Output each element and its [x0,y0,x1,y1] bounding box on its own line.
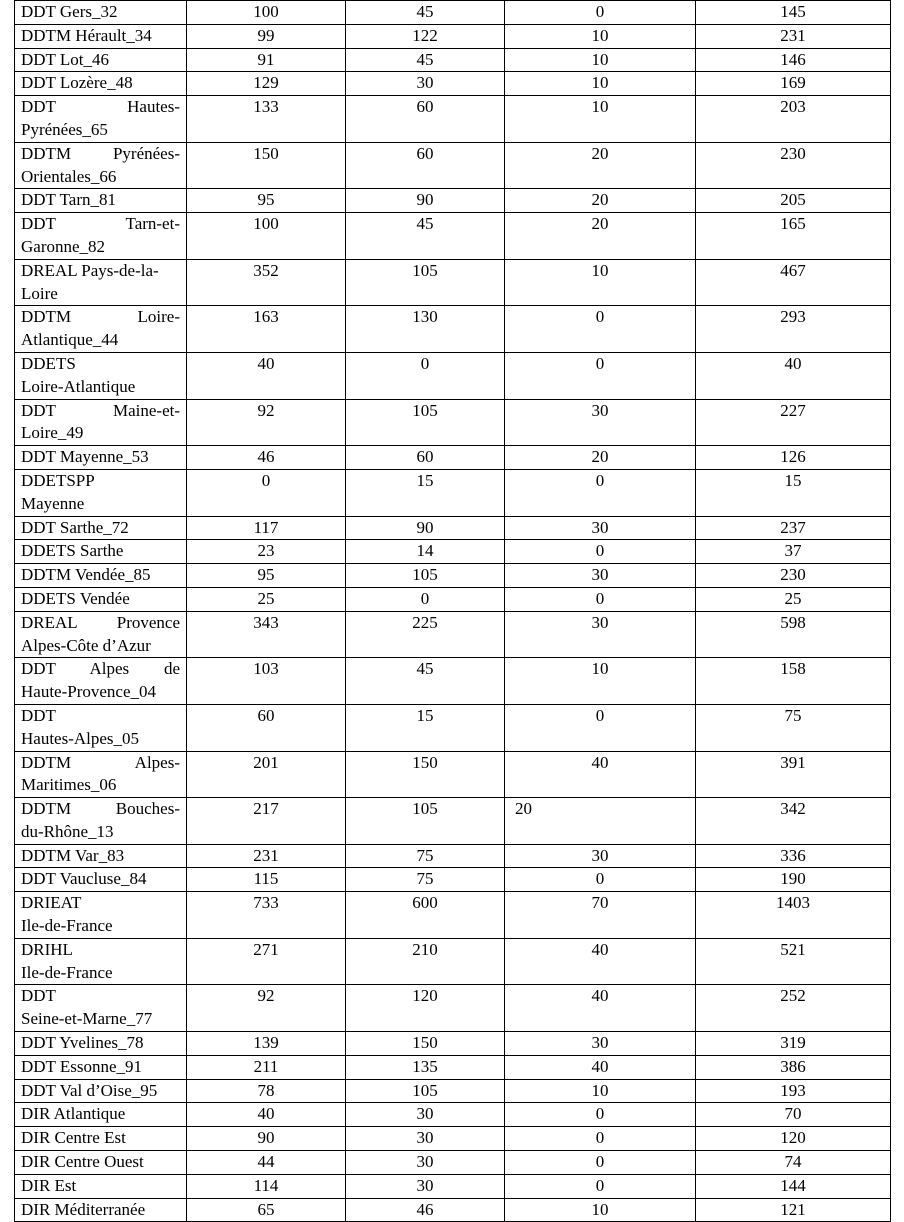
value-1-cell: 46 [187,446,346,470]
value-2-cell: 75 [346,844,505,868]
value-3-cell: 20 [505,798,696,845]
table-row [15,1151,891,1175]
table-row [15,1103,891,1127]
service-name-cell [15,48,187,72]
total-cell: 40 [696,352,891,399]
value-3-cell: 0 [505,352,696,399]
total-cell: 386 [696,1055,891,1079]
service-name-cell [15,868,187,892]
value-3-cell: 20 [505,446,696,470]
total-cell: 467 [696,259,891,306]
service-name-cell [15,1032,187,1056]
service-name-line: DDTM Pyrénées- [21,143,180,163]
table-row [15,844,891,868]
total-cell: 25 [696,587,891,611]
value-3-cell: 0 [505,1174,696,1198]
service-name-line: DREAL Pays-de-la- [21,260,159,280]
value-3-cell: 0 [505,704,696,751]
value-1-cell: 150 [187,142,346,189]
value-2-cell: 210 [346,938,505,985]
total-cell: 237 [696,516,891,540]
value-2-cell: 120 [346,985,505,1032]
value-1-cell: 95 [187,564,346,588]
value-1-cell: 100 [187,213,346,260]
service-name-line: DDT Sarthe_72 [21,517,129,537]
service-name-cell [15,892,187,939]
table-row [15,868,891,892]
service-name-line: DDT Maine-et- [21,400,180,420]
table-body [15,1,891,1222]
table-row [15,213,891,260]
value-3-cell: 10 [505,48,696,72]
table-row [15,446,891,470]
table-row [15,611,891,658]
service-name-line: du-Rhône_13 [21,821,114,841]
total-cell: 1403 [696,892,891,939]
service-name-cell [15,704,187,751]
service-name-line: Loire [21,283,58,303]
value-1-cell: 139 [187,1032,346,1056]
value-2-cell: 105 [346,259,505,306]
value-2-cell: 225 [346,611,505,658]
service-name-line: DDT Gers_32 [21,2,118,21]
value-1-cell: 25 [187,587,346,611]
service-name-cell [15,259,187,306]
value-3-cell: 40 [505,985,696,1032]
total-cell: 145 [696,1,891,25]
table-row [15,1127,891,1151]
value-2-cell: 60 [346,142,505,189]
service-name-cell [15,213,187,260]
service-name-cell [15,189,187,213]
total-cell: 521 [696,938,891,985]
service-name-cell [15,1198,187,1222]
service-name-line: DDETSPP [21,470,95,490]
value-1-cell: 133 [187,96,346,143]
table-row [15,306,891,353]
table-row [15,1198,891,1222]
service-name-cell [15,516,187,540]
value-2-cell: 30 [346,1151,505,1175]
total-cell: 120 [696,1127,891,1151]
total-cell: 293 [696,306,891,353]
service-name-line: DDT Tarn_81 [21,190,116,210]
value-1-cell: 115 [187,868,346,892]
value-2-cell: 30 [346,72,505,96]
value-2-cell: 130 [346,306,505,353]
value-3-cell: 0 [505,540,696,564]
value-1-cell: 231 [187,844,346,868]
service-name-cell [15,1079,187,1103]
value-2-cell: 30 [346,1174,505,1198]
value-2-cell: 60 [346,446,505,470]
value-3-cell: 0 [505,469,696,516]
table-row [15,1174,891,1198]
service-name-line: DRIHL [21,939,73,959]
total-cell: 75 [696,704,891,751]
value-1-cell: 0 [187,469,346,516]
value-2-cell: 600 [346,892,505,939]
table-row [15,24,891,48]
value-1-cell: 271 [187,938,346,985]
table-row [15,1055,891,1079]
service-name-line: Mayenne [21,493,85,513]
value-3-cell: 0 [505,1151,696,1175]
value-1-cell: 343 [187,611,346,658]
service-name-cell [15,1,187,25]
value-1-cell: 352 [187,259,346,306]
service-name-cell [15,399,187,446]
service-name-cell [15,352,187,399]
table-row [15,704,891,751]
service-name-cell [15,1151,187,1175]
total-cell: 342 [696,798,891,845]
service-name-line: DDT Tarn-et- [21,214,180,234]
value-2-cell: 45 [346,1,505,25]
value-3-cell: 70 [505,892,696,939]
value-3-cell: 30 [505,844,696,868]
service-name-line: DDT Yvelines_78 [21,1033,144,1053]
value-3-cell: 20 [505,142,696,189]
service-name-line: DDETS Vendée [21,588,130,608]
value-1-cell: 40 [187,1103,346,1127]
value-3-cell: 0 [505,587,696,611]
value-2-cell: 90 [346,516,505,540]
service-name-line: DDTM Bouches- [21,799,180,819]
table-row [15,48,891,72]
value-2-cell: 45 [346,48,505,72]
service-name-cell [15,564,187,588]
service-name-line: DDT [21,705,56,725]
service-name-line: DDTM Vendée_85 [21,565,151,585]
value-2-cell: 90 [346,189,505,213]
service-name-cell [15,1055,187,1079]
total-cell: 319 [696,1032,891,1056]
service-name-line: DDT Vaucluse_84 [21,869,147,889]
service-name-cell [15,306,187,353]
total-cell: 190 [696,868,891,892]
total-cell: 230 [696,564,891,588]
value-2-cell: 105 [346,564,505,588]
value-3-cell: 0 [505,868,696,892]
value-1-cell: 92 [187,985,346,1032]
value-1-cell: 201 [187,751,346,798]
value-3-cell: 30 [505,516,696,540]
total-cell: 15 [696,469,891,516]
total-cell: 169 [696,72,891,96]
value-2-cell: 14 [346,540,505,564]
table-row [15,938,891,985]
total-cell: 230 [696,142,891,189]
service-name-line: DDETS Sarthe [21,541,124,561]
value-2-cell: 105 [346,399,505,446]
total-cell: 70 [696,1103,891,1127]
value-3-cell: 0 [505,1127,696,1151]
value-3-cell: 10 [505,72,696,96]
table-row [15,352,891,399]
value-3-cell: 30 [505,611,696,658]
value-3-cell: 20 [505,189,696,213]
service-name-line: DDT Hautes- [21,97,180,117]
value-2-cell: 60 [346,96,505,143]
value-1-cell: 95 [187,189,346,213]
service-name-line: DDT Essonne_91 [21,1056,143,1076]
value-3-cell: 0 [505,1103,696,1127]
total-cell: 158 [696,658,891,705]
value-2-cell: 46 [346,1198,505,1222]
value-3-cell: 10 [505,658,696,705]
value-1-cell: 211 [187,1055,346,1079]
table-row [15,751,891,798]
service-name-line: DDT Alpes de [21,659,180,679]
table-row [15,1,891,25]
service-name-line: DIR Atlantique [21,1104,126,1124]
total-cell: 37 [696,540,891,564]
service-name-line: DIR Méditerranée [21,1199,146,1219]
total-cell: 231 [696,24,891,48]
total-cell: 121 [696,1198,891,1222]
value-1-cell: 103 [187,658,346,705]
service-name-cell [15,24,187,48]
value-2-cell: 75 [346,868,505,892]
value-2-cell: 0 [346,587,505,611]
table-row [15,1032,891,1056]
total-cell: 205 [696,189,891,213]
staffing-table [14,0,891,1222]
service-name-cell [15,798,187,845]
value-2-cell: 135 [346,1055,505,1079]
service-name-line: DDT Mayenne_53 [21,447,149,467]
service-name-line: DDTM Loire- [21,307,180,327]
service-name-cell [15,1174,187,1198]
table-row [15,985,891,1032]
service-name-line: DDTM Var_83 [21,845,125,865]
value-3-cell: 10 [505,24,696,48]
service-name-line: Garonne_82 [21,236,106,256]
total-cell: 598 [696,611,891,658]
table-row [15,658,891,705]
service-name-cell [15,96,187,143]
value-1-cell: 92 [187,399,346,446]
value-1-cell: 78 [187,1079,346,1103]
total-cell: 193 [696,1079,891,1103]
total-cell: 252 [696,985,891,1032]
table-row [15,189,891,213]
table-row [15,516,891,540]
service-name-line: DDETS [21,353,76,373]
value-1-cell: 100 [187,1,346,25]
value-3-cell: 40 [505,751,696,798]
service-name-line: Seine-et-Marne_77 [21,1009,153,1029]
service-name-line: DIR Centre Est [21,1128,126,1148]
service-name-line: DDT Lot_46 [21,49,109,69]
service-name-line: Loire_49 [21,423,84,443]
service-name-line: DIR Est [21,1175,77,1195]
table-row [15,798,891,845]
value-3-cell: 0 [505,306,696,353]
table-row [15,564,891,588]
service-name-line: DDT Val d’Oise_95 [21,1080,158,1100]
service-name-line: DIR Centre Ouest [21,1152,144,1172]
value-1-cell: 23 [187,540,346,564]
service-name-cell [15,446,187,470]
service-name-line: Hautes-Alpes_05 [21,728,140,748]
value-2-cell: 150 [346,751,505,798]
service-name-line: Pyrénées_65 [21,119,108,139]
total-cell: 165 [696,213,891,260]
value-1-cell: 65 [187,1198,346,1222]
service-name-line: Orientales_66 [21,166,117,186]
value-1-cell: 90 [187,1127,346,1151]
total-cell: 146 [696,48,891,72]
table-row [15,587,891,611]
service-name-cell [15,751,187,798]
value-1-cell: 733 [187,892,346,939]
value-1-cell: 44 [187,1151,346,1175]
value-1-cell: 163 [187,306,346,353]
service-name-cell [15,658,187,705]
value-2-cell: 45 [346,658,505,705]
value-3-cell: 10 [505,1198,696,1222]
table-row [15,259,891,306]
service-name-cell [15,611,187,658]
service-name-cell [15,938,187,985]
total-cell: 144 [696,1174,891,1198]
value-3-cell: 40 [505,1055,696,1079]
service-name-line: DREAL Provence [21,612,180,632]
service-name-line: Atlantique_44 [21,330,119,350]
table-row [15,96,891,143]
service-name-line: Ile-de-France [21,962,113,982]
service-name-cell [15,72,187,96]
value-1-cell: 114 [187,1174,346,1198]
value-1-cell: 91 [187,48,346,72]
value-2-cell: 105 [346,798,505,845]
table-row [15,399,891,446]
service-name-line: Ile-de-France [21,916,113,936]
value-2-cell: 30 [346,1127,505,1151]
value-1-cell: 117 [187,516,346,540]
service-name-line: Maritimes_06 [21,775,117,795]
value-3-cell: 20 [505,213,696,260]
value-2-cell: 30 [346,1103,505,1127]
service-name-line: Alpes-Côte d’Azur [21,635,151,655]
service-name-cell [15,844,187,868]
table-row [15,1079,891,1103]
value-2-cell: 45 [346,213,505,260]
table-row [15,72,891,96]
value-2-cell: 150 [346,1032,505,1056]
table-row [15,469,891,516]
table-row [15,142,891,189]
value-1-cell: 129 [187,72,346,96]
service-name-line: Loire-Atlantique [21,376,136,396]
value-1-cell: 217 [187,798,346,845]
value-2-cell: 122 [346,24,505,48]
service-name-cell [15,985,187,1032]
value-3-cell: 10 [505,259,696,306]
value-3-cell: 30 [505,564,696,588]
service-name-line: DDT [21,986,56,1006]
value-2-cell: 15 [346,469,505,516]
total-cell: 391 [696,751,891,798]
total-cell: 227 [696,399,891,446]
service-name-cell [15,540,187,564]
value-2-cell: 0 [346,352,505,399]
service-name-cell [15,1103,187,1127]
table-row [15,892,891,939]
service-name-line: DDT Lozère_48 [21,73,133,93]
value-1-cell: 99 [187,24,346,48]
value-1-cell: 40 [187,352,346,399]
service-name-cell [15,587,187,611]
value-2-cell: 15 [346,704,505,751]
value-3-cell: 30 [505,1032,696,1056]
value-3-cell: 0 [505,1,696,25]
service-name-line: Haute-Provence_04 [21,682,157,702]
value-2-cell: 105 [346,1079,505,1103]
service-name-cell [15,1127,187,1151]
service-name-line: DDTM Alpes- [21,752,180,772]
value-3-cell: 10 [505,96,696,143]
service-name-cell [15,142,187,189]
total-cell: 336 [696,844,891,868]
value-3-cell: 30 [505,399,696,446]
total-cell: 126 [696,446,891,470]
service-name-line: DDTM Hérault_34 [21,25,152,45]
value-3-cell: 10 [505,1079,696,1103]
total-cell: 203 [696,96,891,143]
total-cell: 74 [696,1151,891,1175]
table-row [15,540,891,564]
value-3-cell: 40 [505,938,696,985]
service-name-cell [15,469,187,516]
service-name-line: DRIEAT [21,893,82,913]
value-1-cell: 60 [187,704,346,751]
